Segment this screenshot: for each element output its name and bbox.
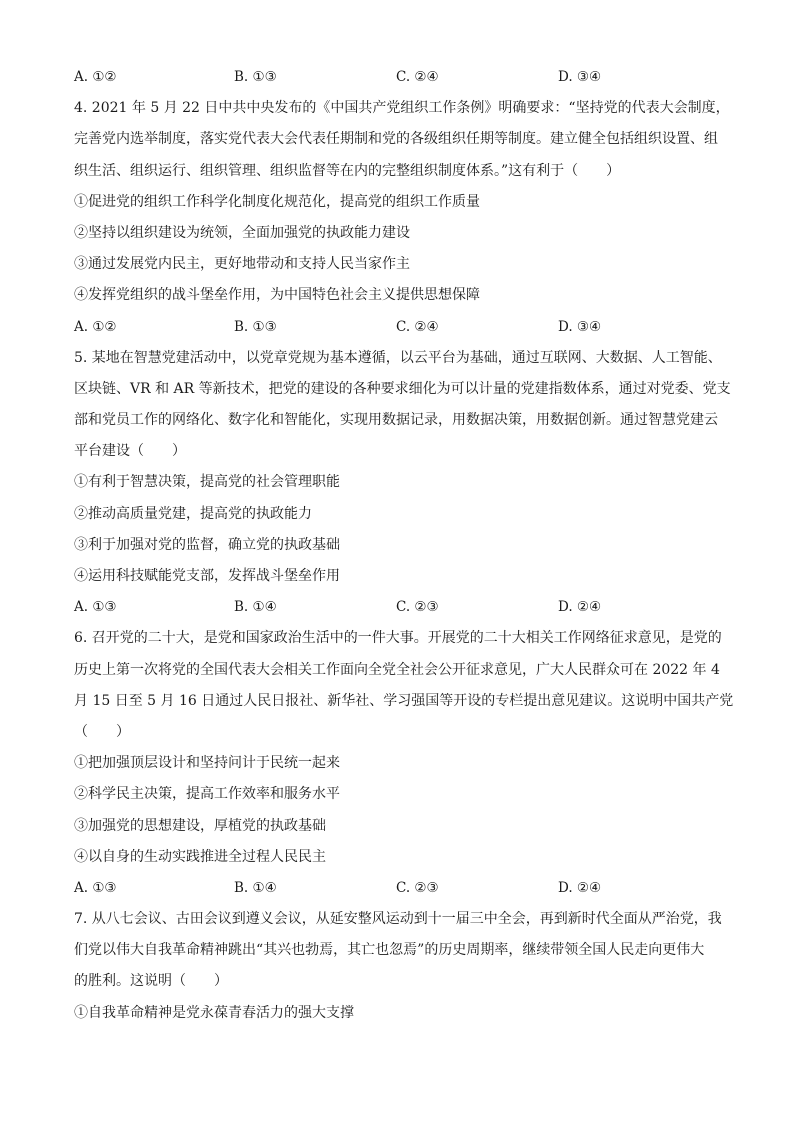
q6-options [74,873,724,904]
q4-option-b[interactable]: B. ①③ [234,318,277,335]
q4-options [74,312,724,343]
question-7 [74,904,724,1029]
q4-item: ②坚持以组织建设为统领，全面加强党的执政能力建设 [74,224,410,241]
q4-stem-line: 织生活、组织运行、组织管理、组织监督等在内的完整组织制度体系。”这有利于（ ） [74,162,621,179]
q4-stem-line: 完善党内选举制度，落实党代表大会代表任期制和党的各级组织任期等制度。建立健全包括组织设置、组 [74,131,718,148]
q6-item: ①把加强顶层设计和坚持问计于民统一起来 [74,755,340,772]
q5-option-a[interactable]: A. ①③ [74,599,117,616]
q4-item: ①促进党的组织工作科学化制度化规范化，提高党的组织工作质量 [74,193,480,210]
q5-option-c[interactable]: C. ②③ [396,599,439,616]
q4-item: ③通过发展党内民主，更好地带动和支持人民当家作主 [74,256,410,273]
q7-stem-line: 们党以伟大自我革命精神跳出“其兴也勃焉，其亡也忽焉”的历史周期率，继续带领全国人民走向更伟大 [74,942,705,959]
q6-option-c[interactable]: C. ②③ [396,879,439,896]
q6-option-a[interactable]: A. ①③ [74,879,117,896]
question-6 [74,623,734,904]
q7-item: ①自我革命精神是党永葆青春活力的强大支撑 [74,1004,354,1021]
q5-option-b[interactable]: B. ①④ [234,599,277,616]
question-5 [74,343,731,624]
exam-page [74,62,734,1029]
q5-item: ②推动高质量党建，提高党的执政能力 [74,505,312,522]
q5-option-d[interactable]: D. ②④ [558,599,602,616]
q7-stem-line: 7. 从八七会议、古田会议到遵义会议，从延安整风运动到十一届三中全会，再到新时代全面从严治党，我 [74,911,722,928]
q6-item: ②科学民主决策，提高工作效率和服务水平 [74,786,340,803]
q4-item: ④发挥党组织的战斗堡垒作用，为中国特色社会主义提供思想保障 [74,287,480,304]
q4-option-c[interactable]: C. ②④ [396,318,439,335]
q5-options [74,592,724,623]
q5-item: ④运用科技赋能党支部，发挥战斗堡垒作用 [74,568,340,584]
q5-stem-line: 区块链、VR 和 AR 等新技术，把党的建设的各种要求细化为可以计量的党建指数体系，通过对党委、党支 [74,380,731,397]
q3-option-d[interactable]: D. ③④ [558,69,602,85]
q6-option-b[interactable]: B. ①④ [234,879,277,896]
q4-option-a[interactable]: A. ①② [74,318,117,335]
question-4 [74,93,730,343]
q4-stem-line: 4. 2021 年 5 月 22 日中共中央发布的《中国共产党组织工作条例》明确要求：“坚持党的代表大会制度， [74,100,730,117]
q6-stem-line: 6. 召开党的二十大，是党和国家政治生活中的一件大事。开展党的二十大相关工作网络征求意见，是党的 [74,630,722,647]
q5-stem-line: 5. 某地在智慧党建活动中，以党章党规为基本遵循，以云平台为基础，通过互联网、大数据、人工智能、 [74,349,722,366]
q5-item: ③利于加强对党的监督，确立党的执政基础 [74,536,340,553]
q6-stem-line: 月 15 日至 5 月 16 日通过人民日报社、新华社、学习强国等开设的专栏提出意见建议。这说明中国共产党 [74,692,734,709]
q5-stem-line: 部和党员工作的网络化、数字化和智能化，实现用数据记录，用数据决策，用数据创新。通过智慧党建云 [74,412,718,429]
q3-options [74,62,724,93]
q6-item: ③加强党的思想建设，厚植党的执政基础 [74,817,326,834]
q6-option-d[interactable]: D. ②④ [558,879,602,896]
q3-option-b[interactable]: B. ①③ [234,69,277,85]
q3-option-c[interactable]: C. ②④ [396,69,439,85]
q5-stem-line: 平台建设（ ） [74,443,186,460]
q4-option-d[interactable]: D. ③④ [558,318,602,335]
q7-stem-line: 的胜利。这说明（ ） [74,973,228,990]
q6-stem-line: 历史上第一次将党的全国代表大会相关工作面向全党全社会公开征求意见，广大人民群众可在 2022 年 4 [74,661,720,678]
q3-option-a[interactable]: A. ①② [74,69,117,85]
q6-stem-line: （ ） [74,723,130,740]
q5-item: ①有利于智慧决策，提高党的社会管理职能 [74,474,340,491]
q6-item: ④以自身的生动实践推进全过程人民民主 [74,848,326,865]
